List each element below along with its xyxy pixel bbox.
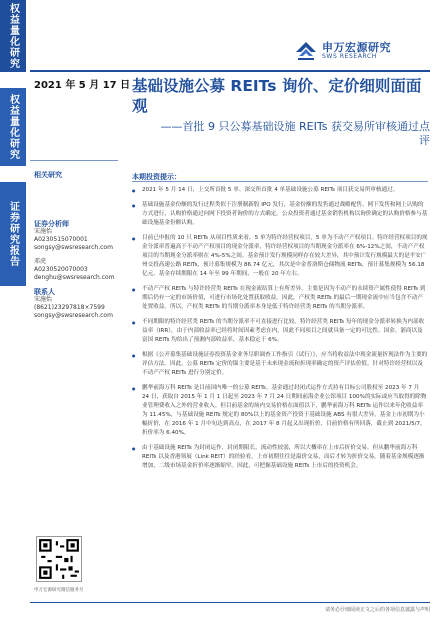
- left-column-divider: [30, 160, 118, 161]
- analyst-email[interactable]: denghu@swsresearch.com: [34, 274, 115, 281]
- disclaimer-footer: 请务必仔细阅读正文之后的各项信息披露与声明: [324, 607, 430, 613]
- summary-bullet: ● 目前已申报的 10 只 REITs 从项目性质来看，5 单为特许经营权项目，5 单为不动产产权项目。特许经营权项目的现金分派率普遍高于不动产产权项目的现金分派率，特许经营权项目的当期现金分派率在 6%-12%之间，不动产产权项目的当期现金分派率则在 4%-5%之间。基金预计发行规模同样存在较大差异，其中预计发行规模最大的是平安广州交投高速公路 REITs，预计募集规模为 86.74 亿元，其次是中金普洛斯仓储物流 REITs，预计募集规模为 56.18 亿元。基金存续期限在 14 年至 99 年期间，一般在 20 年左右。: [132, 234, 428, 279]
- report-date: 2021 年 5 月 17 日: [34, 80, 131, 91]
- summary-bullet: ● 鹏华前海万科 REITs 是目前国内唯一的公募 REITs。基金通过封闭式运作方式持有目标公司股权至 2023 年 7 月 24 日，获取自 2015 年 1 月 1 日起至 2023 年 7 月 24 日期间前海企业公馆项目 100%的实际或应当取得的除物业管理费收入之外的营业收入。但目前基金的场内交易价格在面值以下，鹏华前海万科 REITs 运作以来年化收益率为 11.45%，与基础设施 REITs 规定的 80%以上的基金资产投资于基础设施 ABS 有很大差异。基金上市初期为小幅折价，在 2016 年 1 月中旬达到高点，在 2017 年 8 月起又出现折价，目前价格有所回落，截止到 2021/5/7，折价率为 6.40%。: [132, 384, 428, 438]
- logo-name-cn: 申万宏源研究: [322, 41, 391, 54]
- analyst-info: [34, 220, 124, 320]
- summary-bullet: ● 不动产产权 REITs 与特许经营类 REITs 在现金流结算上有所差异，主要是因为不动产的永续资产属性使得 REITs 到期后仍有一定的市场价值，可进行市场化处置获取收益。因此，产权类 REITs 的最后一期现金流中应当包含不动产处置收益。所以，产权类 REITs 的当期分派率本身是低于特许经营类 REITs 的当期分派率。: [132, 285, 428, 312]
- sidebar-tab-quant: 权益量化研究: [0, 0, 26, 72]
- summary-bullets: [132, 186, 428, 477]
- analyst-name: 宋施怡: [34, 228, 53, 235]
- summary-bullet: ● 根据《公开募集基础设施证券投资基金业务尽职调查工作指引（试行）》，应当将收益法中现金流量折现法作为主要的评估方法。因此，公募 REITs 定价的锚主要是基于未来现金流和折现率确定的资产评估价值。针对特许经营权以及不动产产权 REITs 进行分别定价。: [132, 351, 428, 378]
- contact-phone: (8621)23297818×7599: [34, 304, 105, 311]
- sidebar: [0, 0, 26, 620]
- logo-name-en: SWS RESEARCH: [322, 53, 377, 60]
- qr-code-icon: [36, 536, 82, 582]
- qr-caption: 申万宏源研究微信服务号: [34, 588, 84, 593]
- summary-bullet: ● 基础设施基金份额的发行过程类似于注册制新股 IPO 发行，基金份额的发售通过战略配售、网下发售和网上认购的方式进行，认购价格通过向网下投资者询价的方式确定。公众投资者通过基金销售机构以询价确定的认购价格参与基础设施基金份额认购。: [132, 201, 428, 228]
- report-title: 基础设施公募 REITs 询价、定价细则面面观: [132, 77, 422, 115]
- analyst-label: 证券分析师: [34, 220, 69, 228]
- analyst-id: A0230515070001: [34, 236, 88, 243]
- summary-bullet: ● 2021 年 5 月 14 日，上交所首批 5 单、深交所首批 4 单基础设施公募 REITs 项目获交易所审核通过。: [132, 186, 428, 195]
- contact-email[interactable]: songsy@swsresearch.com: [34, 312, 113, 319]
- sidebar-tab-quant-secondary: 权益量化研究: [0, 88, 26, 166]
- summary-bullet: ● 由于基础设施 REITs 为封闭运作，封闭期限长，流动性较弱，所以大概率在上市后折价交易。但从鹏华前海万科 REITs 以及香港领展（Link REIT）的经验看，上市初期往往是溢价交易，而后才转为折价交易。随着基金规模逐渐增加，二级市场基金折价率逐渐缩窄。因此，可把握基础设施 REITs 上市后的投资机会。: [132, 444, 428, 471]
- logo-mark-icon: [294, 38, 318, 62]
- header-divider: [30, 70, 430, 72]
- company-logo: [294, 38, 424, 64]
- analyst-name: 邓虎: [34, 258, 47, 265]
- contact-label: 联系人: [34, 288, 55, 296]
- analyst-id: A0230520070003: [34, 266, 88, 273]
- sidebar-tab-report-type: 证券研究报告: [0, 182, 26, 286]
- summary-divider: [132, 181, 428, 182]
- report-subtitle: ——首批 9 只公募基础设施 REITs 获交易所审核通过点评: [160, 120, 430, 147]
- analyst-email[interactable]: songsy@swsresearch.com: [34, 244, 113, 251]
- contact-name: 宋施怡: [34, 296, 53, 303]
- summary-bullet: ● 不同期限的特许经营类 REITs 的当期分派率不可直接进行比较。特许经营类 REITs 每年的现金分派率转换为内部收益率（IRR），由于内部收益率已经将时间因素考虑在内，因此不同项目之间就具备一定的可比性。国金、浙商以及富国 REITs 均给出了预测内部收益率，基本稳定于 6%。: [132, 318, 428, 345]
- related-research-label: 相关研究: [34, 171, 62, 179]
- footer-divider: [30, 602, 430, 603]
- summary-title: 本期投资提示：: [132, 173, 181, 181]
